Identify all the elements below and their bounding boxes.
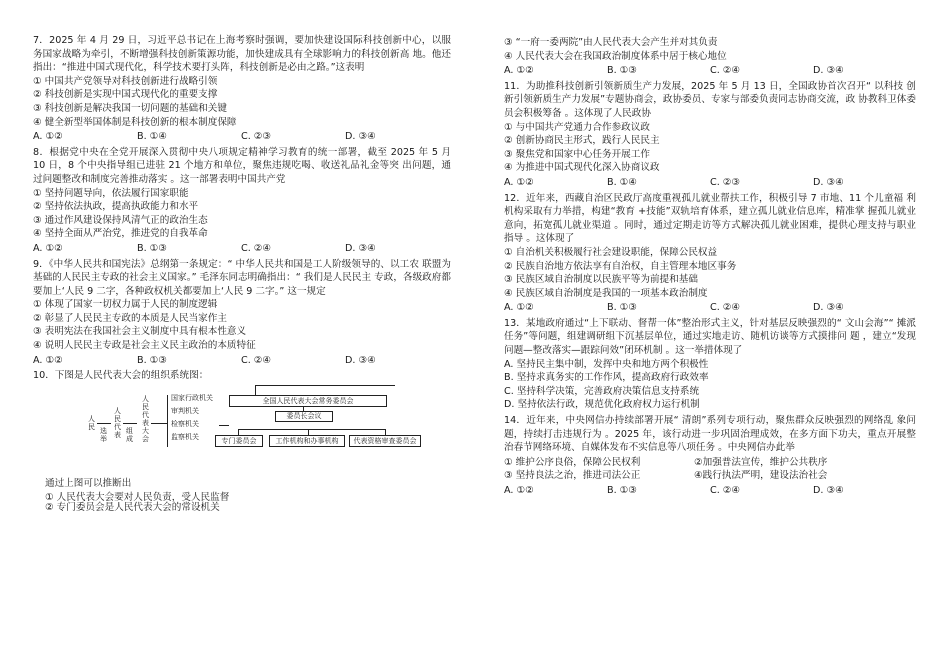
- diagram-deputies: 人民代表: [114, 406, 121, 439]
- option-1: ① 中国共产党领导对科技创新进行战略引领: [33, 75, 218, 87]
- choice-c[interactable]: C. ②③: [241, 131, 271, 143]
- choice-b[interactable]: B. ①③: [607, 65, 637, 77]
- choice-a[interactable]: A. ①②: [504, 65, 534, 77]
- organ-4: 监察机关: [171, 432, 199, 441]
- question-stem: 10．下图是人民代表大会的组织系统图：: [33, 370, 209, 382]
- credentials-committee-box: 代表资格审查委员会: [349, 435, 421, 447]
- choice-d[interactable]: D. ③④: [813, 302, 844, 314]
- organ-1: 国家行政机关: [171, 393, 213, 402]
- choice-d[interactable]: D. ③④: [813, 485, 844, 496]
- left-column: [33, 34, 451, 515]
- question-10-continued: [504, 36, 916, 78]
- question-stem: 7．2025 年 4 月 29 日，习近平总书记在上海考察时强调，要加快建设国际科技创新中心，以服 务国家战略为牵引，不断增强科技创新策源功能，加快建成具有全球影响力的科技创新高 地。他还指出：“推进中国式现代化，科学技术要打头阵，科技创新是必由之路。”这表明: [33, 35, 451, 74]
- special-committee-box: 专门委员会: [215, 435, 263, 447]
- working-bodies-box: 工作机构和办事机构: [269, 435, 345, 447]
- option-2: ② 专门委员会是人民代表大会的常设机关: [45, 502, 220, 514]
- question-7: [33, 34, 451, 144]
- option-2: ② 创新协商民主形式，践行人民民主: [504, 135, 660, 147]
- option-1: ① 人民代表大会要对人民负责，受人民监督: [45, 492, 230, 504]
- option-1: ① 体现了国家一切权力属于人民的制度逻辑: [33, 299, 218, 311]
- question-9: [33, 258, 451, 368]
- choice-a[interactable]: A. ①②: [33, 354, 63, 366]
- choice-a[interactable]: A. ①②: [504, 302, 534, 314]
- choice-c[interactable]: C. ②④: [710, 65, 740, 77]
- answer-choices: [33, 130, 451, 144]
- option-3: ③ “一府一委两院”由人民代表大会产生并对其负责: [504, 37, 718, 48]
- option-4: ④ 说明人民民主专政是社会主义民主政治的本质特征: [33, 340, 256, 352]
- choice-d[interactable]: D. 坚持依法行政，规范优化政府权力运行机制: [504, 399, 700, 411]
- choice-c[interactable]: C. 坚持科学决策，完善政府决策信息支持系统: [504, 385, 700, 397]
- option-4: ④ 民族区域自治制度是我国的一项基本政治制度: [504, 287, 708, 299]
- choice-c[interactable]: C. ②④: [710, 302, 740, 314]
- choice-a[interactable]: A. ①②: [504, 176, 534, 188]
- question-10: [33, 369, 451, 513]
- option-1: ① 与中国共产党通力合作参政议政: [504, 121, 650, 133]
- choice-c[interactable]: C. ②③: [710, 176, 740, 188]
- option-grid: [504, 456, 916, 483]
- option-2: ② 坚持依法执政，提高执政能力和水平: [33, 201, 199, 213]
- choice-a[interactable]: A. ①②: [33, 242, 63, 254]
- chairmen-council-box: 委员长会议: [275, 411, 333, 422]
- question-14: [504, 414, 916, 498]
- organ-3: 检察机关: [171, 419, 199, 428]
- question-stem: 12．近年来，西藏自治区民政厅高度重视孤儿就业帮扶工作，积极引导 7 市地、11 个儿童福 利机构采取有力举措，构建“教育 +技能”双轨培育体系，建立孤儿就业信息库，精准掌 握孤儿就业意向，拓宽孤儿就业渠道 。同时，通过定期走访等方式解决孤儿就业困难，提供心理支持与职业指导 。这体现了: [504, 192, 916, 245]
- standing-committee-box: 全国人民代表大会常务委员会: [229, 395, 387, 407]
- answer-choices: [504, 64, 916, 78]
- arrow-line: [97, 423, 111, 424]
- option-3: ③ 坚持良法之治，推进司法公正: [504, 470, 641, 482]
- npc-organization-diagram: [33, 385, 451, 471]
- answer-choices: [504, 176, 916, 190]
- option-2: ② 科技创新是实现中国式现代化的重要支撑: [33, 89, 218, 101]
- choice-c[interactable]: C. ②④: [710, 485, 740, 496]
- choice-b[interactable]: B. ①④: [137, 131, 167, 143]
- choice-b[interactable]: B. 坚持求真务实的工作作风，提高政府行政效率: [504, 372, 709, 384]
- question-stem: 8．根据党中央在全党开展深入贯彻中央八项规定精神学习教育的统一部署，截至 2025 年 5 月 10 日，8 个中央指导组已进驻 21 个地方和单位，聚焦违规吃喝、收送礼品礼金等突 出问题，通过问题整改和制度完善推动落实 。这一部署表明中国共产党: [33, 146, 451, 185]
- diagram-elect: 选举: [100, 426, 107, 443]
- choice-b[interactable]: B. ①④: [607, 176, 637, 188]
- organ-2: 审判机关: [171, 406, 199, 415]
- arrow-line: [123, 423, 137, 424]
- choice-a[interactable]: A. 坚持民主集中制，发挥中央和地方两个积极性: [504, 358, 709, 370]
- question-stem: 9．《中华人民共和国宪法》总纲第一条规定：“ 中华人民共和国是工人阶级领导的、以工农 联盟为基础的人民民主专政的社会主义国家。” 毛泽东同志明确指出：“ 我们是人民民主 专政，各级政府都要加上‘人民 9 二字，各种政权机关都要加上‘人民 9 二字。” 这一规定: [33, 258, 451, 297]
- option-4: ④ 坚持全面从严治党，推进党的自我革命: [33, 228, 208, 240]
- choice-b[interactable]: B. ①③: [137, 242, 167, 254]
- option-4: ④ 人民代表大会在我国政治制度体系中居于核心地位: [504, 50, 727, 62]
- right-column: [504, 36, 916, 500]
- choice-d[interactable]: D. ③④: [345, 242, 376, 254]
- choice-c[interactable]: C. ②④: [241, 242, 271, 254]
- question-stem: 14．近年来，中央网信办持续部署开展“ 清朗”系列专项行动，聚焦群众反映强烈的网络乱 象问题，持续打击违规行为 。2025 年，该行动进一步巩固治理成效，在多方面下功夫，重点开展整治春节网络环境、自媒体发布不实信息等八项任务 。中央网信办此举: [504, 415, 916, 454]
- option-3: ③ 民族区域自治制度以民族平等为前提和基础: [504, 274, 698, 286]
- choice-d[interactable]: D. ③④: [345, 354, 376, 366]
- option-3: ③ 科技创新是解决我国一切问题的基础和关键: [33, 102, 227, 114]
- diagram-people: 人民: [88, 414, 95, 431]
- choice-c[interactable]: C. ②④: [241, 354, 271, 366]
- option-2: ②加强普法宣传，维护公共秩序: [694, 456, 828, 468]
- choice-d[interactable]: D. ③④: [345, 131, 376, 143]
- option-4: ④ 健全新型举国体制是科技创新的根本制度保障: [33, 116, 237, 128]
- choice-b[interactable]: B. ①③: [607, 485, 637, 496]
- option-2: ② 彰显了人民民主专政的本质是人民当家作主: [33, 312, 227, 324]
- connector-line: [255, 385, 256, 395]
- option-3: ③ 聚焦党和国家中心任务开展工作: [504, 148, 650, 160]
- diagram-form: 组成: [126, 426, 133, 443]
- option-3: ③ 通过作风建设保持风清气正的政治生态: [33, 214, 208, 226]
- option-4: ④践行执法严明，建设法治社会: [694, 470, 828, 482]
- question-13: [504, 317, 916, 412]
- connector-line: [255, 385, 395, 386]
- choice-d[interactable]: D. ③④: [813, 65, 844, 77]
- question-lead: 通过上图可以推断出: [45, 477, 132, 489]
- option-3: ③ 表明宪法在我国社会主义制度中具有根本性意义: [33, 326, 247, 338]
- choice-a[interactable]: A. ①②: [504, 485, 534, 496]
- choice-b[interactable]: B. ①③: [137, 354, 167, 366]
- answer-choices: [504, 484, 916, 498]
- choice-b[interactable]: B. ①③: [607, 302, 637, 314]
- option-1: ① 坚持问题导向，依法履行国家职能: [33, 187, 189, 199]
- option-2: ② 民族自治地方依法享有自治权，自主管理本地区事务: [504, 260, 737, 272]
- option-1: ① 维护公序良俗，保障公民权利: [504, 456, 641, 468]
- arrow-line: [151, 423, 167, 424]
- answer-choices: [504, 301, 916, 315]
- question-12: [504, 192, 916, 315]
- connector-line: [219, 425, 229, 426]
- answer-choices: [33, 242, 451, 256]
- question-stem: 13．某地政府通过“上下联动、督帮一体”整治形式主义，针对基层反映强烈的“ 文山会海”“ 摊派任务”等问题，组建调研组下沉基层单位，通过实地走访、随机访谈等方式摸排问 题 ，建立“发现问题—整改落实—跟踪问效”闭环机制 。这一举措体现了: [504, 317, 916, 357]
- bracket-line: [167, 395, 168, 447]
- choice-d[interactable]: D. ③④: [813, 176, 844, 188]
- choice-a[interactable]: A. ①②: [33, 131, 63, 143]
- diagram-npc: 人民代表大会: [142, 394, 149, 443]
- question-11: [504, 80, 916, 190]
- connector-line: [238, 429, 386, 430]
- option-1: ① 自治机关积极履行社会建设职能，保障公民权益: [504, 246, 718, 258]
- question-stem: 11．为助推科技创新引领新质生产力发展，2025 年 5 月 13 日，全国政协首次召开“ 以科技 创新引领新质生产力发展”专题协商会，政协委员、专家与部委负责同志协商交流，政 协教科卫体委员会积极筹备 。这体现了人民政协: [504, 80, 916, 119]
- option-4: ④ 为推进中国式现代化深入协商议政: [504, 162, 660, 174]
- answer-choices: [33, 354, 451, 368]
- question-8: [33, 146, 451, 256]
